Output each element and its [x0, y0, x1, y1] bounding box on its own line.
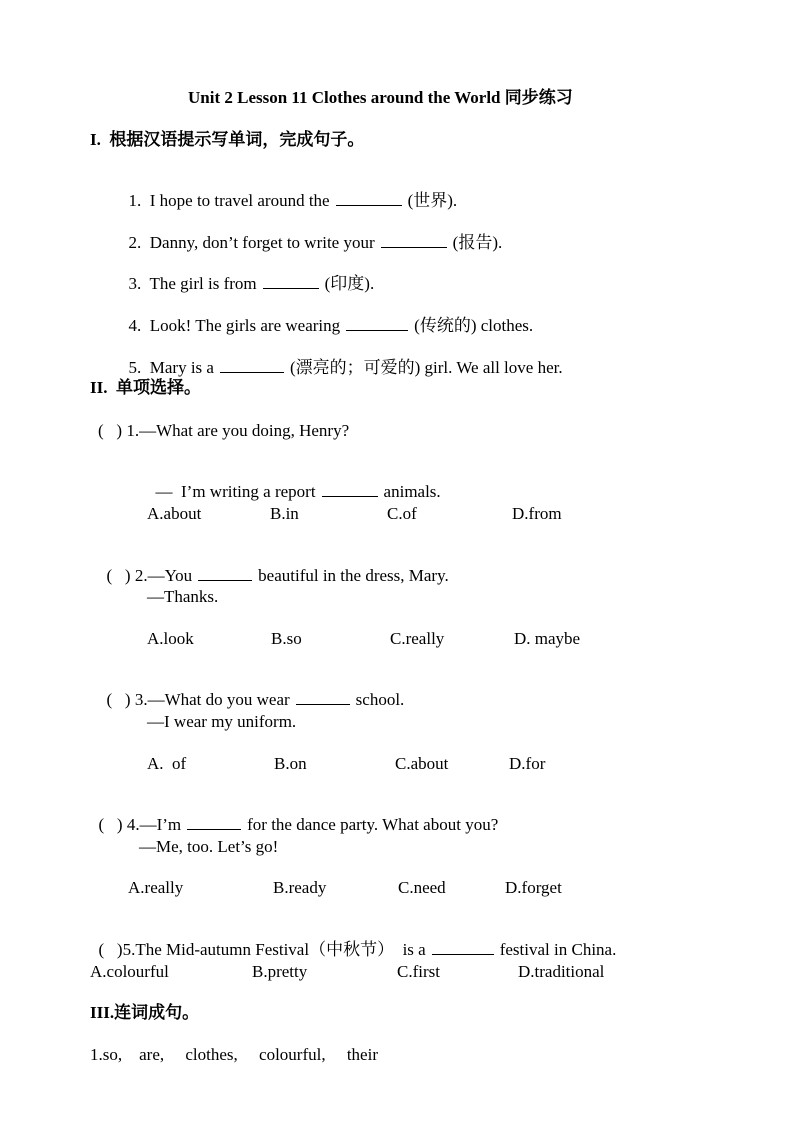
- item-number: 2.: [128, 233, 142, 252]
- section1-item: [120, 338, 563, 378]
- question-3-reply: —I wear my uniform.: [147, 712, 297, 731]
- section3-heading: III.连词成句。: [90, 1003, 200, 1022]
- item-text-after: (漂亮的；可爱的) girl. We all love her.: [289, 358, 563, 377]
- question-text-after: school.: [355, 690, 405, 709]
- section2-heading: II. 单项选择。: [90, 378, 201, 397]
- answer-blank[interactable]: [432, 940, 494, 955]
- answer-blank[interactable]: [336, 191, 402, 206]
- q3-option-c[interactable]: C.about: [395, 754, 449, 773]
- answer-blank[interactable]: [198, 566, 252, 581]
- question-text-before: ( )5.The Mid-autumn Festival（中秋节） is a: [98, 940, 426, 959]
- answer-blank[interactable]: [296, 690, 350, 705]
- q4-option-b[interactable]: B.ready: [273, 878, 327, 897]
- q2-option-c[interactable]: C.really: [390, 629, 445, 648]
- q1-option-b[interactable]: B.in: [270, 504, 299, 523]
- q4-option-d[interactable]: D.forget: [505, 878, 562, 897]
- question-text-before: ( ) 4.—I’m: [98, 815, 182, 834]
- q1-option-a[interactable]: A.about: [147, 504, 202, 523]
- item-text-after: (传统的) clothes.: [414, 316, 534, 335]
- q3-option-d[interactable]: D.for: [509, 754, 546, 773]
- item-text-before: The girl is from: [149, 274, 257, 293]
- answer-blank[interactable]: [322, 482, 378, 497]
- item-text-before: I hope to travel around the: [149, 191, 330, 210]
- item-text-after: (印度).: [324, 274, 375, 293]
- item-text-after: (世界).: [407, 191, 458, 210]
- section1-heading: I. 根据汉语提示写单词，完成句子。: [90, 130, 365, 149]
- question-4: [90, 795, 498, 835]
- question-1-reply: [147, 462, 441, 502]
- question-5: [90, 920, 616, 960]
- q4-option-a[interactable]: A.really: [128, 878, 184, 897]
- question-text-after: for the dance party. What about you?: [247, 815, 499, 834]
- page-title: Unit 2 Lesson 11 Clothes around the World 同步练习: [188, 88, 573, 107]
- reply-text-after: animals.: [383, 482, 441, 501]
- q5-option-c[interactable]: C.first: [397, 962, 440, 981]
- item-number: 4.: [128, 316, 142, 335]
- question-text-before: ( ) 2.—You: [106, 566, 193, 585]
- answer-blank[interactable]: [187, 815, 241, 830]
- question-3: [98, 670, 404, 710]
- section1-item: [120, 171, 457, 211]
- q4-option-c[interactable]: C.need: [398, 878, 446, 897]
- q2-option-b[interactable]: B.so: [271, 629, 302, 648]
- item-text-after: (报告).: [452, 233, 503, 252]
- q3-option-a[interactable]: A. of: [147, 754, 187, 773]
- item-text-before: Look! The girls are wearing: [149, 316, 341, 335]
- answer-blank[interactable]: [220, 358, 284, 373]
- question-2-reply: —Thanks.: [147, 587, 219, 606]
- item-text-before: Mary is a: [149, 358, 214, 377]
- question-2: [98, 546, 449, 586]
- q1-option-d[interactable]: D.from: [512, 504, 562, 523]
- item-number: 3.: [128, 274, 142, 293]
- answer-blank[interactable]: [263, 274, 319, 289]
- question-text-after: beautiful in the dress, Mary.: [258, 566, 449, 585]
- answer-blank[interactable]: [381, 233, 447, 248]
- section1-item: [120, 213, 502, 253]
- q3-option-b[interactable]: B.on: [274, 754, 307, 773]
- q5-option-a[interactable]: A.colourful: [90, 962, 169, 981]
- reply-text-before: — I’m writing a report: [155, 482, 316, 501]
- q5-option-d[interactable]: D.traditional: [518, 962, 605, 981]
- section1-item: [120, 296, 533, 336]
- item-text-before: Danny, don’t forget to write your: [149, 233, 375, 252]
- q2-option-a[interactable]: A.look: [147, 629, 194, 648]
- answer-blank[interactable]: [346, 316, 408, 331]
- q1-option-c[interactable]: C.of: [387, 504, 417, 523]
- q5-option-b[interactable]: B.pretty: [252, 962, 308, 981]
- section3-item-1: 1.so, are, clothes, colourful, their: [90, 1045, 378, 1064]
- section1-item: [120, 254, 374, 294]
- question-1: ( ) 1.—What are you doing, Henry?: [98, 421, 350, 440]
- question-4-reply: —Me, too. Let’s go!: [139, 837, 279, 856]
- item-number: 5.: [128, 358, 142, 377]
- item-number: 1.: [128, 191, 142, 210]
- question-text-before: ( ) 3.—What do you wear: [106, 690, 290, 709]
- q2-option-d[interactable]: D. maybe: [514, 629, 581, 648]
- question-text-after: festival in China.: [499, 940, 617, 959]
